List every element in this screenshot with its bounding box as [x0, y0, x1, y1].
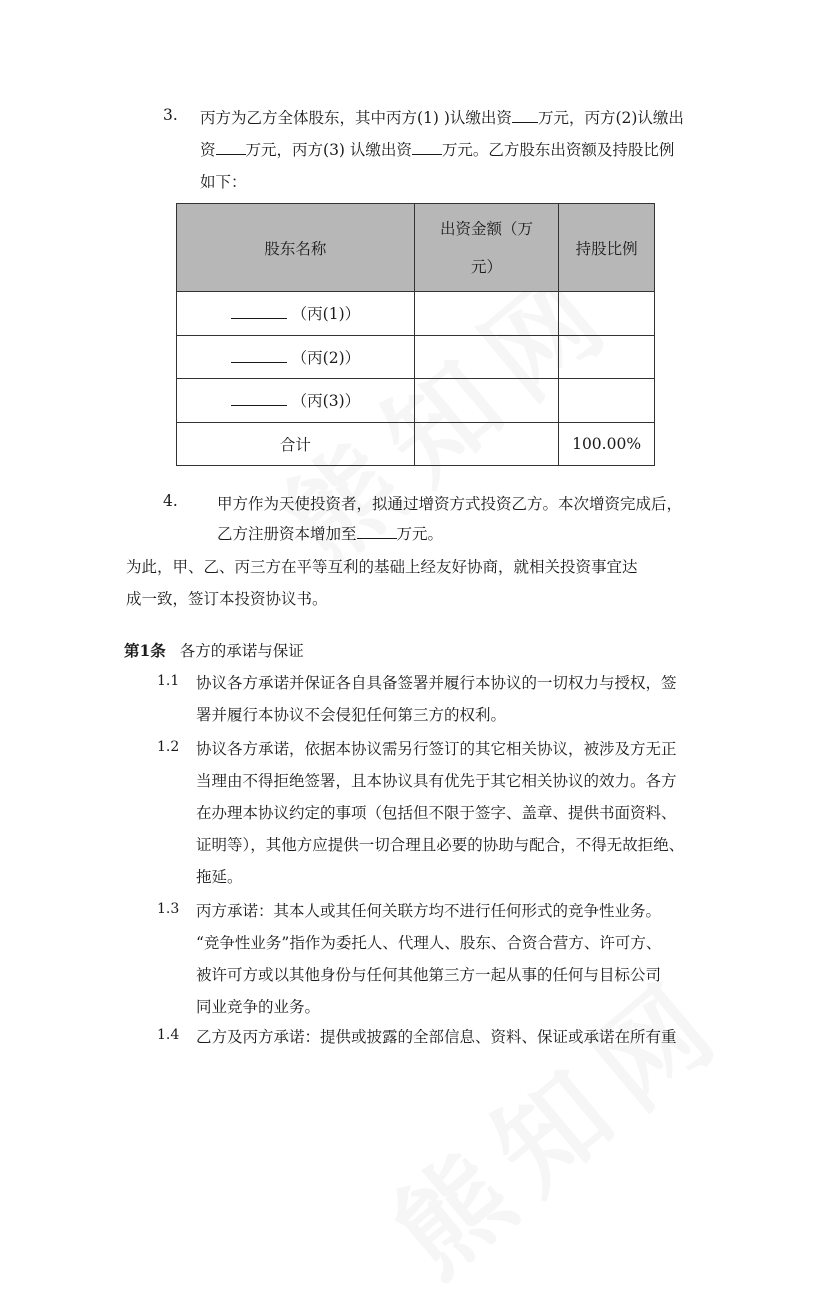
clause-line: 在办理本协议约定的事项（包括但不限于签字、盖章、提供书面资料、: [196, 804, 677, 822]
amount-cell: [414, 292, 558, 336]
header-shareholder-name: 股东名称: [177, 204, 415, 292]
item4-line2: 乙方注册资本增加至 万元。: [217, 525, 444, 543]
blank-field: [231, 303, 287, 319]
table-row: [177, 379, 655, 423]
header-amount: 出资金额（万 元）: [414, 204, 558, 292]
blank-field: [412, 139, 442, 155]
clause-line: 协议各方承诺并保证各自具备签署并履行本协议的一切权力与授权，签: [196, 674, 677, 692]
table-header-row: [177, 204, 655, 292]
table-row: [177, 292, 655, 336]
clause-line: 证明等），其他方应提供一切合理且必要的协助与配合，不得无故拒绝、: [196, 836, 685, 854]
blank-field: [357, 523, 397, 539]
blank-field: [231, 347, 287, 363]
intro-line1: 为此，甲、乙、丙三方在平等互利的基础上经友好协商，就相关投资事宜达: [126, 558, 638, 576]
clause-number: 1.3: [157, 901, 180, 917]
item3-line3: 如下：: [200, 173, 247, 191]
total-label-cell: 合计: [177, 422, 415, 466]
article-heading: [124, 639, 304, 661]
shareholder-cell: （丙(2)）: [177, 335, 415, 379]
shareholder-table: [176, 203, 655, 466]
clause-line: 署并履行本协议不会侵犯任何第三方的权利。: [196, 706, 507, 724]
clause-line: 丙方承诺：其本人或其任何关联方均不进行任何形式的竞争性业务。: [196, 902, 662, 920]
clause-number: 1.2: [157, 739, 180, 755]
table-total-row: [177, 422, 655, 466]
blank-field: [512, 107, 538, 123]
article-number: 第1条: [124, 641, 166, 660]
shareholder-cell: （丙(1)）: [177, 292, 415, 336]
article-title: 各方的承诺与保证: [179, 642, 304, 660]
intro-line2: 成一致，签订本投资协议书。: [126, 590, 328, 608]
item3-number: 3.: [163, 106, 178, 124]
clause-line: “竞争性业务”指作为委托人、代理人、股东、合资合营方、许可方、: [196, 934, 662, 952]
table-row: [177, 335, 655, 379]
amount-cell: [414, 379, 558, 423]
total-amount-cell: [414, 422, 558, 466]
amount-cell: [414, 335, 558, 379]
blank-field: [216, 139, 246, 155]
clause-line: 协议各方承诺，依据本协议需另行签订的其它相关协议，被涉及方无正: [196, 740, 677, 758]
ratio-cell: [559, 335, 655, 379]
ratio-cell: [559, 292, 655, 336]
shareholder-cell: （丙(3)）: [177, 379, 415, 423]
clause-line: 拖延。: [196, 868, 243, 886]
item4-number: 4.: [163, 492, 178, 510]
item3-line1: 丙方为乙方全体股东，其中丙方(1) )认缴出资 万元，丙方(2)认缴出: [200, 109, 684, 127]
item3-line2: 资 万元，丙方(3) 认缴出资 万元。乙方股东出资额及持股比例: [200, 141, 675, 159]
clause-line: 乙方及丙方承诺：提供或披露的全部信息、资料、保证或承诺在所有重: [196, 1028, 677, 1046]
clause-line: 被许可方或以其他身份与任何其他第三方一起从事的任何与目标公司: [196, 966, 662, 984]
header-ratio: 持股比例: [559, 204, 655, 292]
clause-number: 1.1: [157, 673, 180, 689]
total-ratio-cell: 100.00%: [559, 422, 655, 466]
watermark: [355, 933, 755, 1305]
clause-line: 当理由不得拒绝签署，且本协议具有优先于其它相关协议的效力。各方: [196, 772, 677, 790]
clause-line: 同业竞争的业务。: [196, 998, 321, 1016]
item4-line1: 甲方作为天使投资者，拟通过增资方式投资乙方。本次增资完成后，: [217, 495, 683, 513]
ratio-cell: [559, 379, 655, 423]
blank-field: [231, 390, 287, 406]
clause-number: 1.4: [157, 1027, 180, 1043]
